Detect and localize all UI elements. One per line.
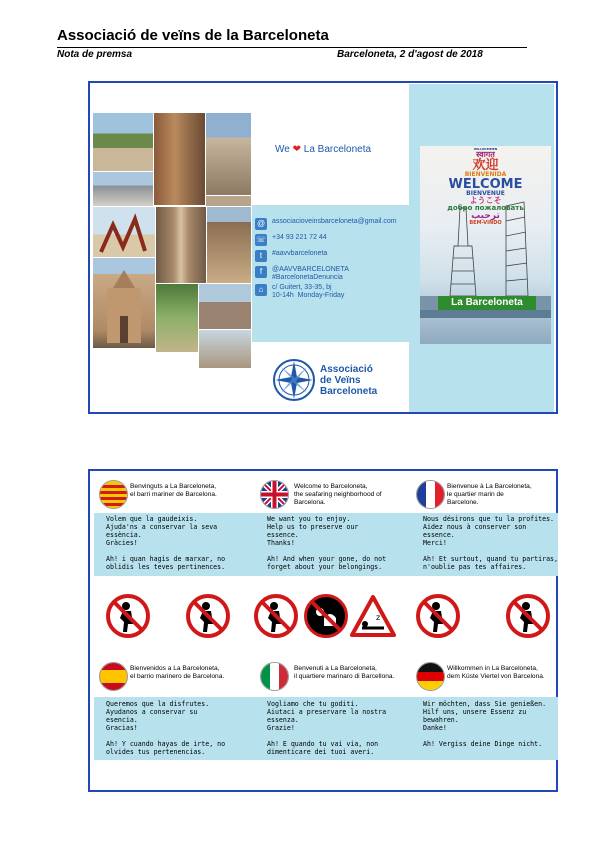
contact-list <box>255 218 410 338</box>
phone-icon: ☏ <box>255 235 266 244</box>
association-logo <box>272 358 316 407</box>
welcome-word: स्वागत <box>476 150 495 159</box>
photo-church <box>92 257 156 349</box>
visitor-message: Queremos que la disfrutes. Ayudanos a conservar su esencia. Gracias! Ah! Y cuando hayas de irte, no olvides tus pertenencias. <box>106 700 226 756</box>
welcome-intro: Willkommen in La Barceloneta, dem Küste Viertel von Barcelona. <box>447 665 545 680</box>
compass-rose-icon <box>272 358 316 402</box>
page-title: Associació de veïns de la Barceloneta <box>57 27 329 44</box>
welcome-intro: Welcome to Barceloneta, the seafaring neighborhood of Barcelona. <box>294 483 382 506</box>
welcome-poster <box>420 146 551 344</box>
heart-icon: ❤ <box>292 144 301 155</box>
contact-text: c/ Guitert, 33-35, bj 10-14h Monday-Friday <box>272 284 345 299</box>
date-line: Barceloneta, 2 d'agost de 2018 <box>337 49 483 60</box>
photo-facades <box>206 206 252 284</box>
photo-sculpture <box>92 206 156 258</box>
email-icon: @ <box>256 219 266 228</box>
tagline-place: La Barceloneta <box>303 144 372 155</box>
welcome-word: BIENVENUE <box>466 190 505 197</box>
welcome-intro: Bienvenue à La Barceloneta, le quartier marin de Barcelone. <box>447 483 532 506</box>
visitor-message: We want you to enjoy. Help us to preserve our essence. Thanks! Ah! And when your gone, do not forget about your belongings. <box>267 515 387 571</box>
welcome-intro: Benvenuti a La Barceloneta, il quartiere marinaro di Barcellona. <box>294 665 395 680</box>
location-icon: ⌂ <box>255 284 267 296</box>
photo-market <box>198 329 252 369</box>
tagline <box>275 144 385 160</box>
twitter-icon: t <box>255 250 267 262</box>
no-urinating-sign <box>186 594 230 643</box>
welcome-word: WILLKOMMEN <box>473 147 498 151</box>
contact-row <box>255 284 344 300</box>
contact-text: #aavvbarceloneta <box>272 250 328 257</box>
sleeping-warning-sign <box>350 594 396 643</box>
no-pets-mess-sign <box>304 594 348 643</box>
facebook-icon: f <box>255 266 267 278</box>
welcome-word: ようこそ <box>469 196 502 205</box>
photo-trees <box>155 283 199 353</box>
header-rule <box>57 47 527 48</box>
no-loud-noise-sign <box>106 594 150 643</box>
contact-text: @AAVVBARCELONETA #BarcelonetaDenuncia <box>272 266 349 281</box>
photo-street-corner <box>205 112 252 196</box>
welcome-word: BIENVENIDA <box>464 171 507 178</box>
welcome-word: ترحيب <box>471 211 500 221</box>
welcome-intro: Bienvenidos a La Barceloneta, el barrio marinero de Barcelona. <box>130 665 225 680</box>
photo-square <box>198 283 252 330</box>
photo-park <box>92 112 154 172</box>
svg-text:z: z <box>376 613 381 622</box>
logo-text: Associació de Veïns Barceloneta <box>320 364 378 397</box>
poster-banner: La Barceloneta <box>438 296 536 310</box>
photo-archway <box>153 112 206 206</box>
france-flag <box>416 480 445 509</box>
visitor-message: Wir möchten, dass Sie genießen. Hilf uns, unsere Essenz zu bewahren. Danke! Ah! Vergiss deine Dinge nicht. <box>423 700 547 748</box>
towers-illustration <box>420 146 551 344</box>
no-vomiting-sign <box>506 594 550 643</box>
photo-building-modern <box>92 171 154 207</box>
welcome-word: добро пожаловать <box>447 204 524 212</box>
contact-row <box>255 250 327 262</box>
welcome-word: 欢迎 <box>472 158 499 173</box>
press-note-label: Nota de premsa <box>57 49 133 60</box>
visitor-message: Nous désirons que tu la profites. Aidez nous à conserver son essence. Merci! Ah! Et surtout, quand tu partiras, n'oublie pas tes affaires. <box>423 515 558 571</box>
italy-flag <box>260 662 289 691</box>
welcome-intro: Benvinguts a La Barceloneta, el barri mariner de Barcelona. <box>130 483 217 498</box>
spain-flag <box>99 662 128 691</box>
visitor-message: Vogliamo che tu goditi. Aiutaci a preservare la nostra essenza. Grazie! Ah! E quando tu vai via, non dimenticare dei tuoi averi. <box>267 700 387 756</box>
photo-narrow-street <box>155 206 207 284</box>
catalan-flag <box>99 480 128 509</box>
uk-flag <box>260 480 289 509</box>
contact-row <box>255 266 349 282</box>
visitor-message: Volem que la gaudeixis. Ajuda'ns a conservar la seva essència. Gràcies! Ah! i quan hagis de marxar, no oblidis les teves pertinences. <box>106 515 226 571</box>
no-littering-sign <box>254 594 298 643</box>
no-urinating-standing-sign <box>416 594 460 643</box>
welcome-word: BEM-VINDO <box>469 220 502 226</box>
tagline-we: We <box>275 144 290 155</box>
germany-flag <box>416 662 445 691</box>
contact-text: +34 93 221 72 44 <box>272 234 327 241</box>
contact-row <box>255 218 397 230</box>
welcome-word: WELCOME <box>448 177 523 192</box>
contact-row <box>255 234 327 246</box>
contact-text[interactable]: associacioveinsbarceloneta@gmail.com <box>272 218 397 225</box>
